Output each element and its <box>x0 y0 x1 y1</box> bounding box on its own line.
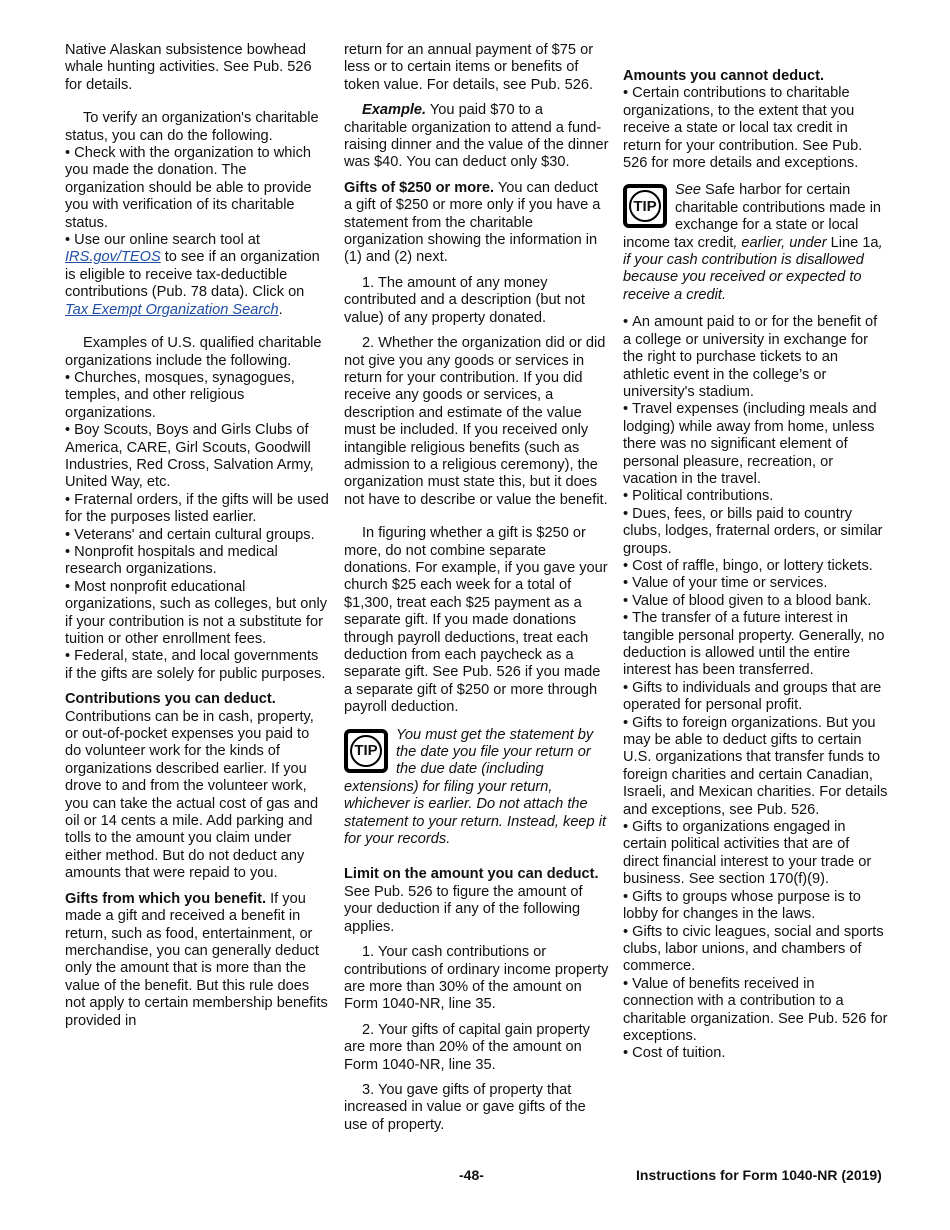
section-heading: Amounts you cannot deduct. <box>623 68 825 84</box>
teos-link[interactable]: IRS.gov/TEOS <box>65 249 161 266</box>
section-heading: Limit on the amount you can deduct. <box>344 866 599 883</box>
text: Contributions can be in cash, property, or out-of-pocket expenses you paid to do volunteer work for the kinds of organizations described earlier. If you drove to and from the volunteer work, you can take the actual cost of gas and oil or 14 cents a mile. Add parking and tolls to the amount you claim under either method. But do not deduct any amounts that were repaid to you. <box>65 708 319 882</box>
bullet-item: • Gifts to individuals and groups that are operated for personal profit. <box>623 680 888 715</box>
numbered-item: 1. The amount of any money contributed and a description (but not value) of any property donated. <box>344 274 585 326</box>
section-heading: Gifts from which you benefit. <box>65 890 267 907</box>
tip-box <box>344 727 609 849</box>
bullet-item: • Gifts to groups whose purpose is to lobby for changes in the laws. <box>623 889 888 924</box>
bullet-item: • Boy Scouts, Boys and Girls Clubs of America, CARE, Girl Scouts, Goodwill Industries, Red Cross, Salvation Army, United Way, etc. <box>65 422 329 492</box>
page-number: -48- <box>459 1167 484 1183</box>
bullet-item: • Dues, fees, or bills paid to country clubs, lodges, fraternal orders, or similar groups. <box>623 506 888 558</box>
bullet-item: • Certain contributions to charitable organizations, to the extent that you receive a state or local tax credit in return for your contribution. See Pub. 526 for more details and exceptions. <box>623 85 888 172</box>
tip-icon-label: TIP <box>354 741 378 759</box>
bullet-item: • Fraternal orders, if the gifts will be used for the purposes listed earlier. <box>65 492 329 527</box>
bullet-item: • Value of benefits received in connection with a contribution to a charitable organization. See Pub. 526 for exceptions. <box>623 976 888 1046</box>
numbered-item: 2. Your gifts of capital gain property are more than 20% of the amount on Form 1040-NR, line 35. <box>344 1021 590 1073</box>
tip-text: , if your cash contribution is disallowed because you received or expected to receive a credit. <box>623 234 883 303</box>
text: If you made a gift and received a benefit in return, such as food, entertainment, or merchandise, you can generally deduct only the amount that is more than the value of the benefit. But this rule does not apply to certain membership benefits provided in <box>65 890 328 1029</box>
bullet-item: • The transfer of a future interest in tangible personal property. Generally, no deduction is allowed until the entire interest has been transferred. <box>623 610 888 680</box>
bullet-item: • Gifts to civic leagues, social and sports clubs, labor unions, and chambers of commerce. <box>623 924 888 976</box>
text: . <box>278 301 283 318</box>
paragraph: In figuring whether a gift is $250 or more, do not combine separate donations. For example, if you gave your church $25 each week for a total of $1,300, treat each $25 payment as a separate gift. If you made donations through payroll deductions, treat each deduction from each paycheck as a separate gift. See Pub. 526 if you made a separate gift of $250 or more through payroll deduction. <box>344 525 608 716</box>
example-label: Example. <box>362 102 427 119</box>
bullet-item: • Cost of tuition. <box>623 1045 888 1062</box>
tip-see: See <box>675 182 701 199</box>
bullet-item: • Value of blood given to a blood bank. <box>623 593 888 610</box>
bullet-item: • Cost of raffle, bingo, or lottery tickets. <box>623 558 888 575</box>
numbered-item: 1. Your cash contributions or contributions of ordinary income property are more than 30% of the amount on Form 1040-NR, line 35. <box>344 944 609 1013</box>
paragraph: Examples of U.S. qualified charitable organizations include the following. <box>65 335 322 369</box>
bullet-item <box>65 232 329 319</box>
tip-box <box>623 182 888 304</box>
bullet-item: • Churches, mosques, synagogues, temples, and other religious organizations. <box>65 370 329 422</box>
footer-title: Instructions for Form 1040-NR (2019) <box>636 1167 882 1183</box>
bullet-item: • Value of your time or services. <box>623 575 888 592</box>
column-2 <box>344 42 609 1142</box>
tip-text: You must get the statement by the date you file your return or the due date (including extensions) for filing your return, whichever is earlier. Do not attach the statement to your return. Instead, keep it for your records. <box>344 726 607 848</box>
bullet-item: • Federal, state, and local governments if the gifts are solely for public purposes. <box>65 648 329 683</box>
bullet-item: • Gifts to organizations engaged in certain political activities that are of direct financial interest to your trade or business. See section 170(f)(9). <box>623 819 888 889</box>
column-1 <box>65 42 329 1038</box>
tip-ref: Line 1a <box>830 234 879 251</box>
bullet-item: • Nonprofit hospitals and medical research organizations. <box>65 544 329 579</box>
paragraph <box>344 102 609 172</box>
tip-ref: Safe harbor for certain charitable contributions made in exchange for a state or local income tax credit <box>623 182 882 251</box>
bullet-item: • Most nonprofit educational organizations, such as colleges, but only if your contribution is not a substitute for tuition or other enrollment fees. <box>65 579 329 649</box>
bullet-item: • Gifts to foreign organizations. But you may be able to deduct gifts to certain U.S. organizations that transfer funds to foreign charities and certain Canadian, Israeli, and Mexican charities. For details and exceptions, see Pub. 526. <box>623 715 888 819</box>
tax-exempt-search-link[interactable]: Tax Exempt Organization Search <box>65 301 279 318</box>
column-3 <box>623 68 888 1063</box>
numbered-item: 2. Whether the organization did or did not give you any goods or services in return for your contribution. If you did receive any goods or services, a description and estimate of the value must be included. If you received only intangible religious benefits (such as admission to a religious ceremony), the organization must state this, but it does not have to describe or value the benefit. <box>344 335 608 508</box>
bullet-item: • An amount paid to or for the benefit of a college or university in exchange for the right to purchase tickets to an athletic event in the college’s or university's stadium. <box>623 314 888 401</box>
bullet-item: • Check with the organization to which you made the donation. The organization should be able to provide you with verification of its charitable status. <box>65 145 329 232</box>
text: You paid $70 to a charitable organization to attend a fund-raising dinner and the value of the dinner was $40. You can deduct only $30. <box>344 102 609 171</box>
tip-icon <box>344 729 388 773</box>
text: See Pub. 526 to figure the amount of your deduction if any of the following applies. <box>344 883 583 935</box>
paragraph <box>344 866 609 936</box>
paragraph <box>65 891 329 1030</box>
bullet-item: • Political contributions. <box>623 488 888 505</box>
paragraph: To verify an organization's charitable status, you can do the following. <box>65 110 319 144</box>
bullet-item: • Travel expenses (including meals and lodging) while away from home, unless there was no significant element of personal pleasure, recreation, or vacation in the travel. <box>623 401 888 488</box>
paragraph <box>344 180 609 267</box>
paragraph <box>65 691 329 882</box>
paragraph <box>623 68 888 85</box>
text: Use our online search tool at <box>74 232 260 249</box>
numbered-item: 3. You gave gifts of property that increased in value or gave gifts of the use of property. <box>344 1081 586 1133</box>
paragraph: return for an annual payment of $75 or less or to certain items or benefits of token value. For details, see Pub. 526. <box>344 42 594 93</box>
section-heading: Contributions you can deduct. <box>65 691 276 708</box>
section-heading: Gifts of $250 or more. <box>344 179 495 196</box>
tip-icon-label: TIP <box>633 197 657 215</box>
tip-text: , earlier, under <box>733 234 831 251</box>
text: to see if an organization is eligible to receive tax-deductible contributions (Pub. 78 data). Click on <box>65 249 320 301</box>
text: You can deduct a gift of $250 or more only if you have a statement from the charitable organization showing the information in (1) and (2) next. <box>344 179 601 266</box>
bullet-item: • Veterans' and certain cultural groups. <box>65 527 329 544</box>
tip-icon <box>623 184 667 228</box>
paragraph: Native Alaskan subsistence bowhead whale hunting activities. See Pub. 526 for details. <box>65 42 312 93</box>
